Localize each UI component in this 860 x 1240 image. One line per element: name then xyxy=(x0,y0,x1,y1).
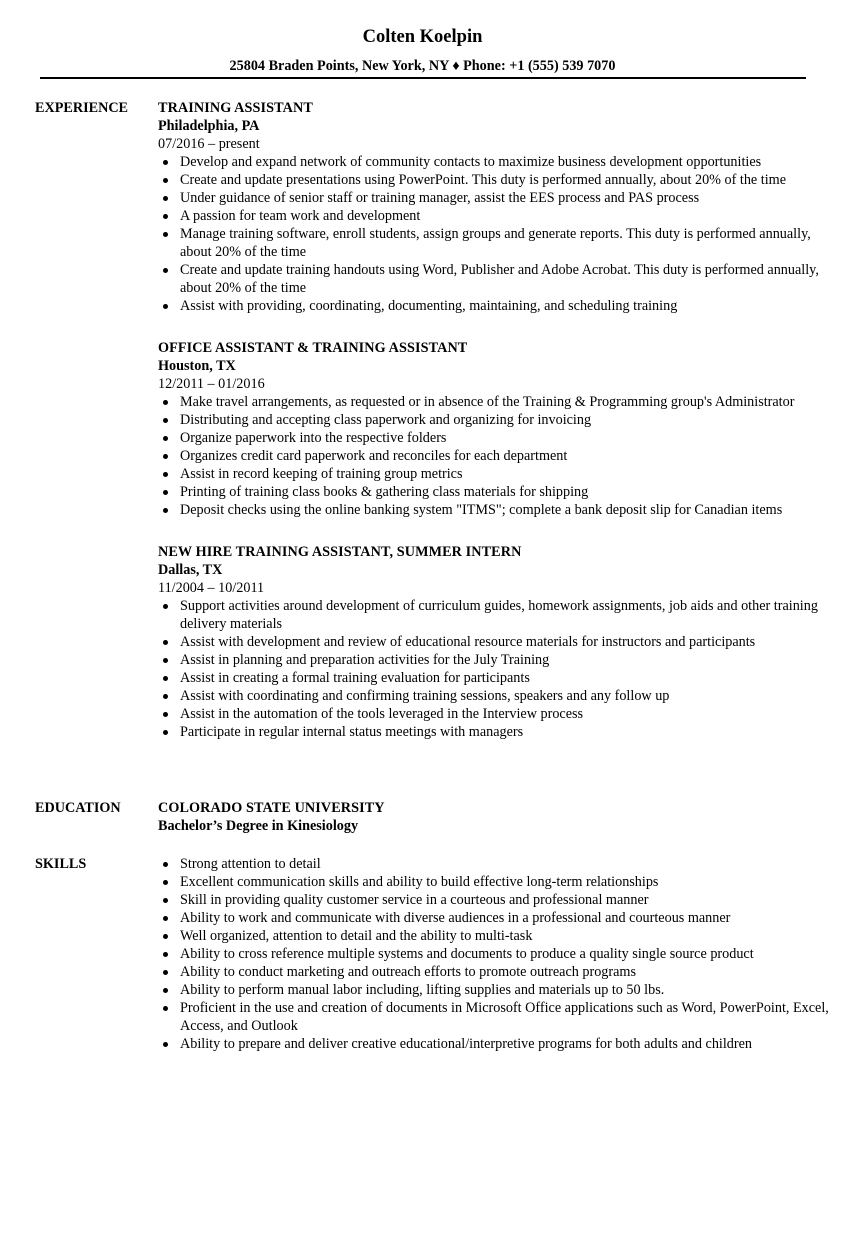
job-title: OFFICE ASSISTANT & TRAINING ASSISTANT xyxy=(158,340,468,356)
list-item: Assist in record keeping of training group metrics xyxy=(158,465,838,483)
list-item: Create and update presentations using PowerPoint. This duty is performed annually, about 20% of the time xyxy=(158,171,838,189)
list-item: Ability to cross reference multiple systems and documents to produce a quality single source product xyxy=(158,945,838,963)
list-item: Under guidance of senior staff or training manager, assist the EES process and PAS process xyxy=(158,189,838,207)
list-item: Proficient in the use and creation of documents in Microsoft Office applications such as Word, PowerPoint, Excel, Access, and Outlook xyxy=(158,999,838,1035)
section-label-skills: SKILLS xyxy=(35,856,87,872)
job-bullets xyxy=(158,597,838,741)
resume-header xyxy=(0,26,845,75)
list-item: Assist with coordinating and confirming training sessions, speakers and any follow up xyxy=(158,687,838,705)
list-item: Manage training software, enroll students, assign groups and generate reports. This duty is performed annually, about 20% of the time xyxy=(158,225,838,261)
list-item: Ability to perform manual labor including, lifting supplies and materials up to 50 lbs. xyxy=(158,981,838,999)
list-item: Ability to work and communicate with diverse audiences in a professional and courteous manner xyxy=(158,909,838,927)
section-label-education: EDUCATION xyxy=(35,800,121,816)
contact-line: 25804 Braden Points, New York, NY ♦ Phone: +1 (555) 539 7070 xyxy=(229,58,616,74)
job-title: TRAINING ASSISTANT xyxy=(158,100,313,116)
job-entry xyxy=(158,543,838,741)
job-bullets xyxy=(158,153,838,315)
list-item: Deposit checks using the online banking system "ITMS"; complete a bank deposit slip for Canadian items xyxy=(158,501,838,519)
job-title: NEW HIRE TRAINING ASSISTANT, SUMMER INTERN xyxy=(158,544,522,560)
list-item: Organize paperwork into the respective folders xyxy=(158,429,838,447)
list-item: Ability to conduct marketing and outreach efforts to promote outreach programs xyxy=(158,963,838,981)
list-item: A passion for team work and development xyxy=(158,207,838,225)
header-divider xyxy=(40,77,806,79)
degree: Bachelor’s Degree in Kinesiology xyxy=(158,818,359,834)
job-location: Philadelphia, PA xyxy=(158,118,260,134)
job-dates: 07/2016 – present xyxy=(158,136,260,152)
job-dates: 11/2004 – 10/2011 xyxy=(158,580,265,596)
job-location: Houston, TX xyxy=(158,358,236,374)
list-item: Distributing and accepting class paperwork and organizing for invoicing xyxy=(158,411,838,429)
list-item: Printing of training class books & gathering class materials for shipping xyxy=(158,483,838,501)
experience-list xyxy=(158,99,838,765)
skills-list xyxy=(158,855,838,1053)
list-item: Organizes credit card paperwork and reconciles for each department xyxy=(158,447,838,465)
job-location: Dallas, TX xyxy=(158,562,223,578)
candidate-name: Colten Koelpin xyxy=(362,27,483,47)
section-label-experience: EXPERIENCE xyxy=(35,100,129,116)
list-item: Excellent communication skills and ability to build effective long-term relationships xyxy=(158,873,838,891)
list-item: Support activities around development of curriculum guides, homework assignments, job aids and other training delivery materials xyxy=(158,597,838,633)
list-item: Assist in planning and preparation activities for the July Training xyxy=(158,651,838,669)
list-item: Participate in regular internal status meetings with managers xyxy=(158,723,838,741)
job-entry xyxy=(158,99,838,315)
job-entry xyxy=(158,339,838,519)
list-item: Assist with providing, coordinating, documenting, maintaining, and scheduling training xyxy=(158,297,838,315)
job-bullets xyxy=(158,393,838,519)
list-item: Assist with development and review of educational resource materials for instructors and participants xyxy=(158,633,838,651)
list-item: Strong attention to detail xyxy=(158,855,838,873)
list-item: Assist in creating a formal training evaluation for participants xyxy=(158,669,838,687)
list-item: Well organized, attention to detail and the ability to multi-task xyxy=(158,927,838,945)
job-dates: 12/2011 – 01/2016 xyxy=(158,376,265,392)
list-item: Assist in the automation of the tools leveraged in the Interview process xyxy=(158,705,838,723)
list-item: Make travel arrangements, as requested or in absence of the Training & Programming group's Administrator xyxy=(158,393,838,411)
list-item: Develop and expand network of community contacts to maximize business development opportunities xyxy=(158,153,838,171)
list-item: Skill in providing quality customer service in a courteous and professional manner xyxy=(158,891,838,909)
school-name: COLORADO STATE UNIVERSITY xyxy=(158,800,385,816)
list-item: Create and update training handouts using Word, Publisher and Adobe Acrobat. This duty is performed annually, about 20% of the time xyxy=(158,261,838,297)
list-item: Ability to prepare and deliver creative educational/interpretive programs for both adults and children xyxy=(158,1035,838,1053)
